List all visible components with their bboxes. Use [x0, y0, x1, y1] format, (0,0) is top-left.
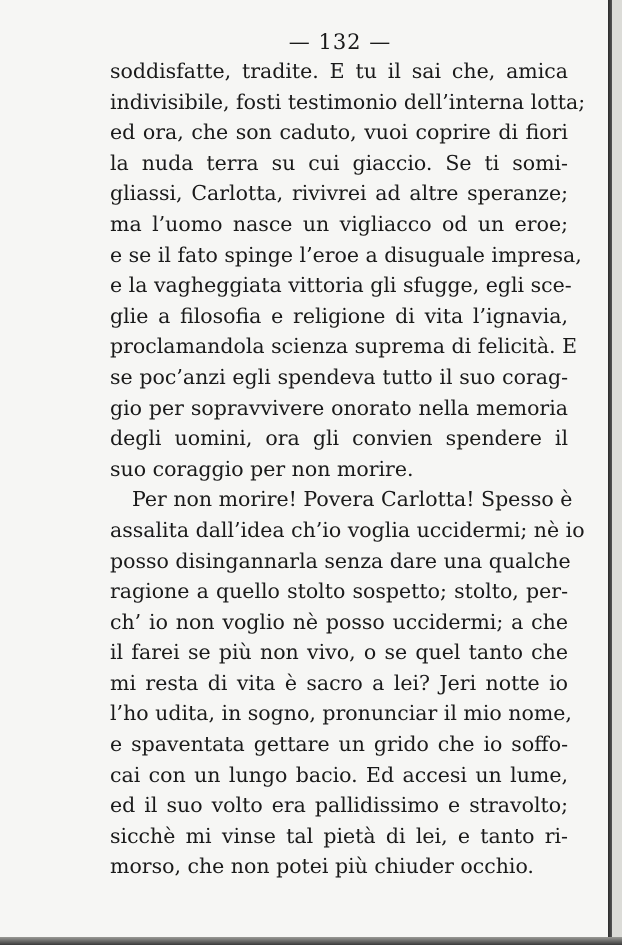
- text-line: glie a filosofia e religione di vita l’ignavia,: [110, 303, 568, 328]
- text-line: e spaventata gettare un grido che io soffo-: [110, 732, 568, 757]
- page-margin-shadow: [612, 0, 622, 945]
- text-line: e la vagheggiata vittoria gli sfugge, egli sce-: [110, 273, 572, 298]
- text-line: sicchè mi vinse tal pietà di lei, e tanto ri-: [110, 823, 568, 848]
- text-line: morso, che non potei più chiuder occhio.: [110, 854, 534, 879]
- page-edge-line: [608, 0, 612, 945]
- text-line: mi resta di vita è sacro a lei? Jeri notte io: [110, 670, 568, 695]
- paragraph-start-line: Per non morire! Povera Carlotta! Spesso è: [132, 487, 573, 512]
- text-line: ch’ io non voglio nè posso uccidermi; a che: [110, 609, 568, 634]
- text-line: il farei se più non vivo, o se quel tanto che: [110, 640, 568, 665]
- text-line: se poc’anzi egli spendeva tutto il suo corag-: [110, 364, 568, 389]
- text-line: e se il fato spinge l’eroe a disuguale impresa,: [110, 242, 582, 267]
- text-line: suo coraggio per non morire.: [110, 456, 414, 481]
- text-line: gio per sopravvivere onorato nella memoria: [110, 395, 568, 420]
- page-number: — 132 —: [288, 30, 392, 54]
- text-line: ed ora, che son caduto, vuoi coprire di fiori: [110, 120, 568, 145]
- text-line: cai con un lungo bacio. Ed accesi un lume,: [110, 762, 568, 787]
- text-line: soddisfatte, tradite. E tu il sai che, amica: [110, 59, 568, 83]
- text-line: proclamandola scienza suprema di felicità. E: [110, 334, 578, 359]
- text-line: gliassi, Carlotta, rivivrei ad altre speranze;: [110, 181, 568, 206]
- body-text: [110, 56, 586, 882]
- text-line: ragione a quello stolto sospetto; stolto, per-: [110, 579, 568, 604]
- text-line: ma l’uomo nasce un vigliacco od un eroe;: [110, 211, 568, 236]
- text-line: degli uomini, ora gli convien spendere il: [110, 426, 568, 451]
- text-line: l’ho udita, in sogno, pronunciar il mio nome,: [110, 701, 572, 726]
- text-line: ed il suo volto era pallidissimo e stravolto;: [110, 793, 568, 818]
- text-line: assalita dall’idea ch’io voglia uccidermi; nè io: [110, 517, 585, 542]
- text-line: la nuda terra su cui giaccio. Se ti somi-: [110, 150, 568, 175]
- text-line: indivisibile, fosti testimonio dell’interna lotta;: [110, 89, 586, 114]
- page-bottom-edge: [0, 937, 622, 945]
- text-line: posso disingannarla senza dare una qualche: [110, 548, 571, 573]
